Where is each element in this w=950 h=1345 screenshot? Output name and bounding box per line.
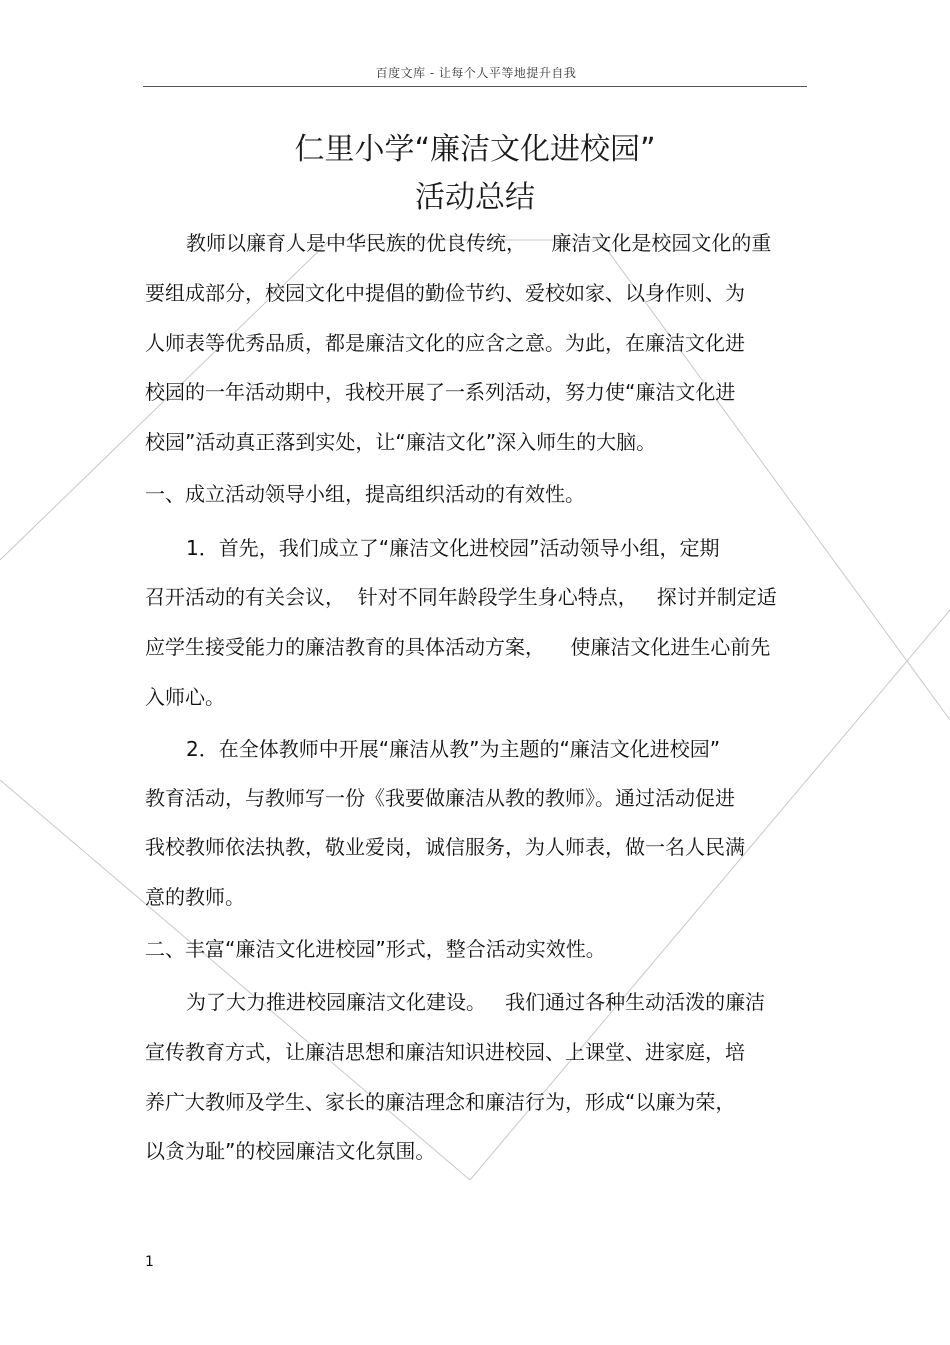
document-title: 仁里小学“廉洁文化进校园” — [294, 132, 656, 167]
section-heading: 一、成立活动领导小组，提高组织活动的有效性。 — [145, 482, 585, 506]
paragraph-line: 为了大力推进校园廉洁文化建设。 我们通过各种生动活泼的廉洁 — [186, 990, 766, 1014]
paragraph-line: 以贪为耻”的校园廉洁文化氛围。 — [145, 1139, 436, 1163]
page-number: 1 — [145, 1254, 154, 1270]
paragraph-line: 教育活动，与教师写一份《我要做廉洁从教的教师》。通过活动促进 — [145, 786, 735, 810]
page-header: 百度文库 - 让每个人平等地提升自我 — [375, 66, 577, 80]
paragraph-line: 入师心。 — [145, 685, 225, 709]
paragraph-line: 应学生接受能力的廉洁教育的具体活动方案， 使廉洁文化进生心前先 — [145, 635, 771, 659]
paragraph-line: 2．在全体教师中开展“廉洁从教”为主题的“廉洁文化进校园” — [186, 737, 721, 761]
paragraph-line: 意的教师。 — [145, 885, 245, 909]
paragraph-line: 1．首先，我们成立了“廉洁文化进校园”活动领导小组，定期 — [186, 536, 720, 560]
header-divider — [143, 86, 807, 87]
paragraph-line: 校园的一年活动期中，我校开展了一系列活动，努力使“廉洁文化进 — [145, 380, 736, 404]
section-heading: 二、丰富“廉洁文化进校园”形式，整合活动实效性。 — [145, 937, 606, 961]
paragraph-line: 养广大教师及学生、家长的廉洁理念和廉洁行为，形成“以廉为荣， — [145, 1090, 736, 1114]
paragraph-line: 我校教师依法执教，敬业爱岗，诚信服务，为人师表，做一名人民满 — [145, 835, 745, 859]
paragraph-line: 召开活动的有关会议， 针对不同年龄段学生身心特点， 探讨并制定适 — [145, 585, 777, 609]
paragraph-line: 要组成部分，校园文化中提倡的勤俭节约、爱校如家、以身作则、为 — [145, 281, 745, 305]
paragraph-line: 教师以廉育人是中华民族的优良传统， 廉洁文化是校园文化的重 — [186, 231, 772, 255]
paragraph-line: 校园”活动真正落到实处，让“廉洁文化”深入师生的大脑。 — [145, 430, 657, 454]
paragraph-line: 人师表等优秀品质，都是廉洁文化的应含之意。为此，在廉洁文化进 — [145, 331, 745, 355]
paragraph-line: 宣传教育方式，让廉洁思想和廉洁知识进校园、上课堂、进家庭，培 — [145, 1040, 745, 1064]
document-subtitle: 活动总结 — [415, 180, 535, 215]
